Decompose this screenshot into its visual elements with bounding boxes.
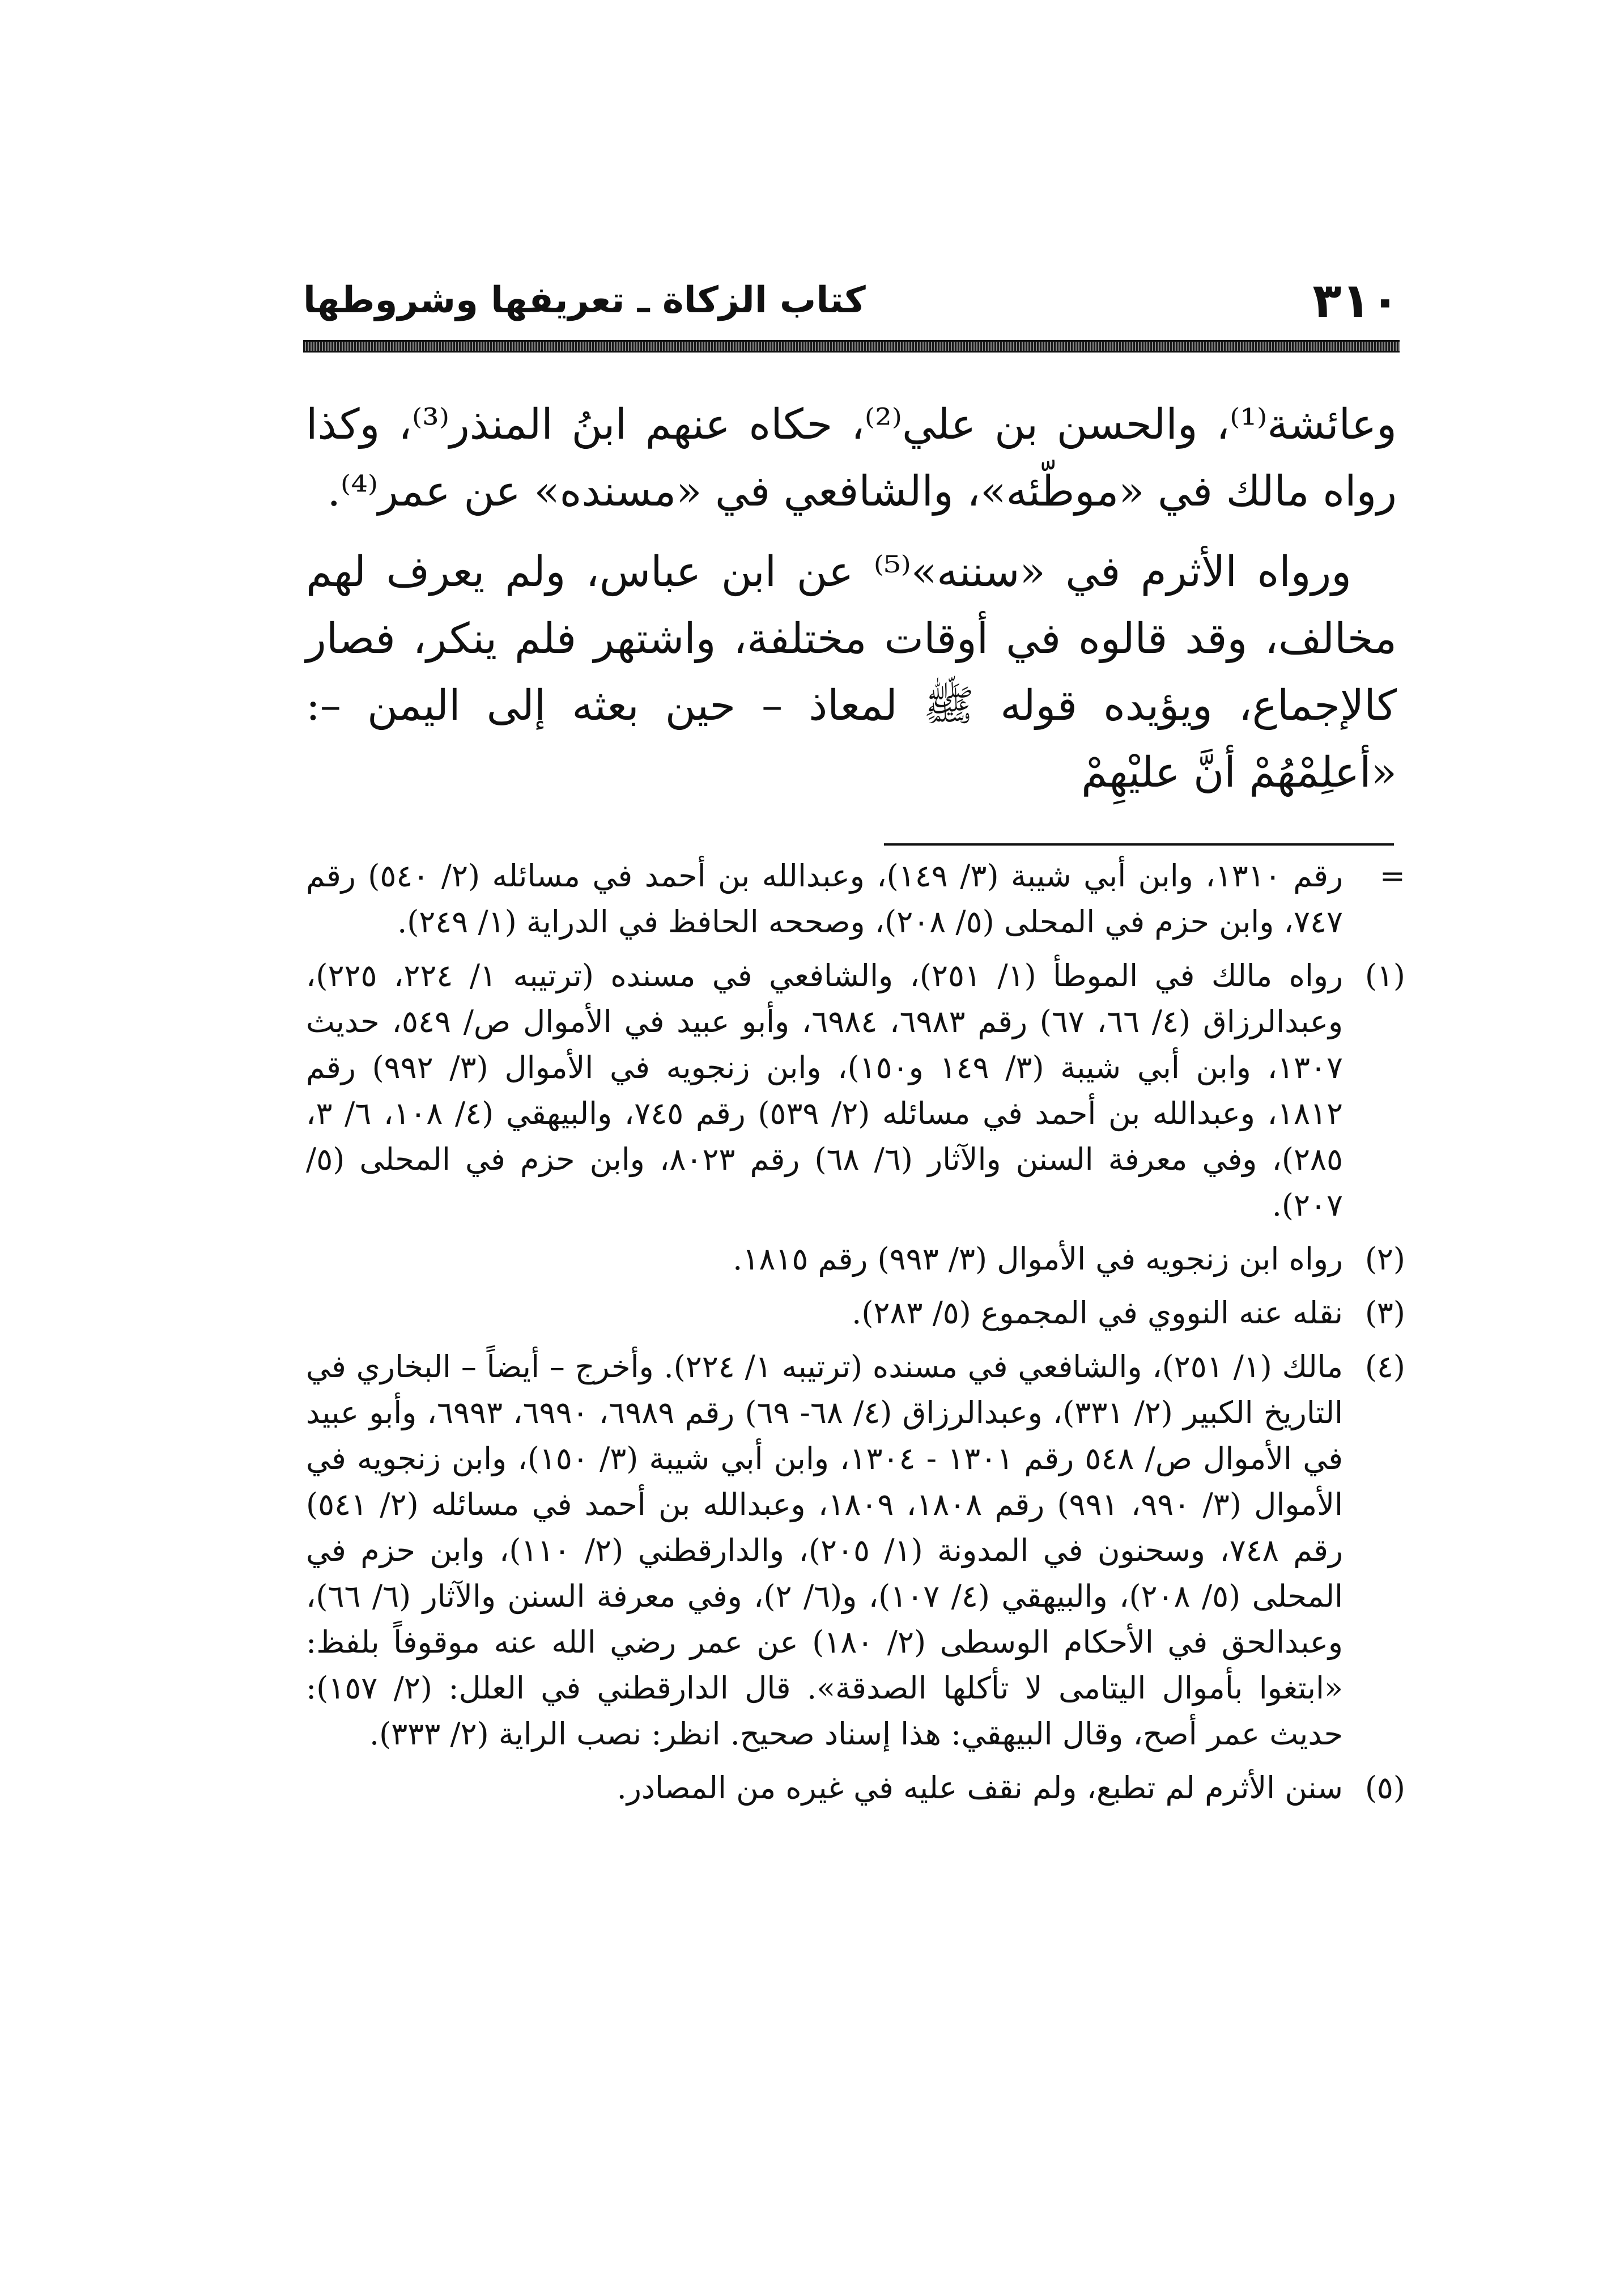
footnote-marker: (٣)	[1364, 1295, 1405, 1331]
footnote-text: سنن الأثرم لم تطبع، ولم نقف عليه في غيره من المصادر.	[617, 1770, 1343, 1806]
footnote-text: رواه ابن زنجويه في الأموال (٣/ ٩٩٣) رقم ١٨١٥.	[733, 1241, 1343, 1277]
footnote-text: نقله عنه النووي في المجموع (٥/ ٢٨٣).	[852, 1295, 1343, 1331]
footnote-separator	[884, 843, 1394, 846]
page-header	[303, 272, 1400, 329]
footnote-marker: =	[1379, 858, 1405, 894]
running-title: كتاب الزكاة ـ تعريفها وشروطها	[303, 279, 866, 321]
footnote-text: رقم ١٣١٠، وابن أبي شيبة (٣/ ١٤٩)، وعبدالله بن أحمد في مسائله (٢/ ٥٤٠) رقم ٧٤٧، وابن حزم في المحلى (٥/ ٢٠٨)، وصححه الحافظ في الدراية (١/ ٢٤٩).	[306, 858, 1344, 940]
footnote-marker: (٥)	[1364, 1770, 1405, 1806]
footnote-continued	[306, 853, 1405, 945]
paragraph: ورواه الأثرم في «سننه»⁽⁵⁾ عن ابن عباس، ولم يعرف لهم مخالف، وقد قالوه في أوقات مختلفة، واشتهر فلم ينكر، فصار كالإجماع، ويؤيده قوله ﷺ لمعاذ – حين بعثه إلى اليمن –: «أعلِمْهُمْ أنَّ عليْهِمْ	[306, 547, 1397, 797]
footnotes	[306, 853, 1405, 1819]
header-divider	[303, 340, 1400, 353]
main-text	[306, 391, 1397, 806]
footnote-text: مالك (١/ ٢٥١)، والشافعي في مسنده (ترتيبه ١/ ٢٢٤). وأخرج – أيضاً – البخاري في التاريخ الكبير (٢/ ٣٣١)، وعبدالرزاق (٤/ ٦٨- ٦٩) رقم ٦٩٨٩، ٦٩٩٠، ٦٩٩٣، وأبو عبيد في الأموال ص/ ٥٤٨ رقم ١٣٠١ - ١٣٠٤، وابن أبي شيبة (٣/ ١٥٠)، وابن زنجويه في الأموال (٣/ ٩٩٠، ٩٩١) رقم ١٨٠٨، ١٨٠٩، وعبدالله بن أحمد في مسائله (٢/ ٥٤١) رقم ٧٤٨، وسحنون في المدونة (١/ ٢٠٥)، والدارقطني (٢/ ١١٠)، وابن حزم في المحلى (٥/ ٢٠٨)، والبيهقي (٤/ ١٠٧)، و(٦/ ٢)، وفي معرفة السنن والآثار (٦/ ٦٦)، وعبدالحق في الأحكام الوسطى (٢/ ١٨٠) عن عمر رضي الله عنه موقوفاً بلفظ: «ابتغوا بأموال اليتامى لا تأكلها الصدقة». قال الدارقطني في العلل: (٢/ ١٥٧): حديث عمر أصح، وقال البيهقي: هذا إسناد صحيح. انظر: نصب الراية (٢/ ٣٣٣).	[306, 1349, 1344, 1752]
footnote-3	[306, 1290, 1405, 1336]
footnote-5	[306, 1765, 1405, 1811]
paragraph: وعائشة⁽¹⁾، والحسن بن علي⁽²⁾، حكاه عنهم ابنُ المنذر⁽³⁾، وكذا رواه مالك في «موطّئه»، والشافعي في «مسنده» عن عمر⁽⁴⁾.	[306, 400, 1397, 516]
footnote-marker: (١)	[1364, 958, 1405, 993]
footnote-text: رواه مالك في الموطأ (١/ ٢٥١)، والشافعي في مسنده (ترتيبه ١/ ٢٢٤، ٢٢٥)، وعبدالرزاق (٤/ ٦٦، ٦٧) رقم ٦٩٨٣، ٦٩٨٤، وأبو عبيد في الأموال ص/ ٥٤٩، حديث ١٣٠٧، وابن أبي شيبة (٣/ ١٤٩ و١٥٠)، وابن زنجويه في الأموال (٣/ ٩٩٢) رقم ١٨١٢، وعبدالله بن أحمد في مسائله (٢/ ٥٣٩) رقم ٧٤٥، والبيهقي (٤/ ١٠٨، ٦/ ٣، ٢٨٥)، وفي معرفة السنن والآثار (٦/ ٦٨) رقم ٨٠٢٣، وابن حزم في المحلى (٥/ ٢٠٧).	[306, 958, 1344, 1223]
footnote-4	[306, 1344, 1405, 1757]
footnote-marker: (٤)	[1364, 1349, 1405, 1385]
page-number: ٣١٠	[1312, 273, 1400, 328]
footnote-1	[306, 953, 1405, 1228]
footnote-marker: (٢)	[1364, 1241, 1405, 1277]
footnote-2	[306, 1236, 1405, 1282]
